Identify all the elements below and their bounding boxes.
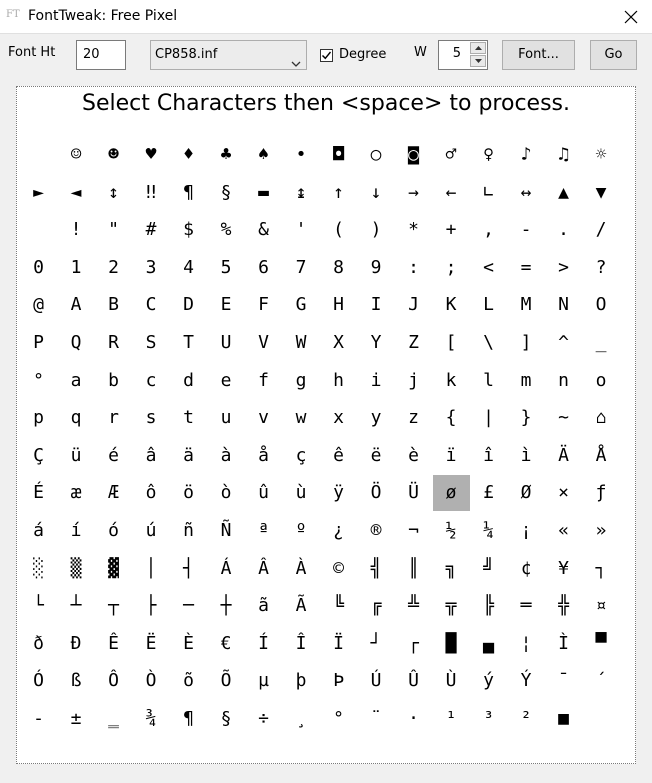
char-cell[interactable]: ↑ xyxy=(333,181,344,203)
charset-select[interactable] xyxy=(150,40,307,70)
char-cell[interactable]: ¯ xyxy=(558,670,569,692)
char-cell[interactable]: 2 xyxy=(108,256,119,278)
char-cell[interactable]: 7 xyxy=(295,256,307,278)
char-cell[interactable]: ▄ xyxy=(483,632,494,654)
char-cell[interactable]: 3 xyxy=(145,256,157,278)
char-cell[interactable]: ¢ xyxy=(520,557,532,579)
char-cell[interactable]: N xyxy=(558,294,569,316)
char-cell[interactable]: ╚ xyxy=(333,595,344,617)
char-cell[interactable]: ô xyxy=(145,482,157,504)
char-cell[interactable]: ½ xyxy=(445,520,457,541)
char-cell[interactable]: ♂ xyxy=(445,144,457,165)
window-title: FontTweak: Free Pixel xyxy=(28,8,178,24)
char-cell[interactable]: Å xyxy=(595,444,607,466)
char-cell[interactable]: § xyxy=(220,181,232,203)
char-cell[interactable]: ± xyxy=(70,708,82,729)
char-cell[interactable]: t xyxy=(183,407,194,429)
char-cell[interactable]: ║ xyxy=(408,557,419,579)
char-cell[interactable]: ) xyxy=(370,219,382,241)
char-cell[interactable]: ß xyxy=(70,670,82,692)
char-cell[interactable]: g xyxy=(295,369,307,391)
char-cell[interactable]: X xyxy=(333,332,344,353)
degree-label: Degree xyxy=(339,47,387,62)
char-cell[interactable]: Ý xyxy=(520,670,532,692)
char-cell[interactable]: ¡ xyxy=(520,520,532,541)
char-cell[interactable]: ' xyxy=(295,219,307,241)
char-cell[interactable]: ì xyxy=(520,444,532,466)
char-cell[interactable]: Ê xyxy=(108,632,119,654)
char-cell[interactable]: Ù xyxy=(445,670,457,692)
char-cell[interactable]: ■ xyxy=(558,708,569,729)
char-cell[interactable]: ‼ xyxy=(145,181,157,203)
char-cell[interactable]: ¿ xyxy=(333,520,344,541)
char-cell[interactable]: ○ xyxy=(370,144,382,165)
char-cell[interactable]: ÷ xyxy=(258,708,269,729)
char-cell[interactable]: £ xyxy=(483,482,494,504)
font-ht-input[interactable]: 20 xyxy=(76,40,126,70)
char-cell[interactable]: ´ xyxy=(595,670,607,692)
char-cell[interactable]: Þ xyxy=(333,670,344,692)
char-cell[interactable]: ⌂ xyxy=(595,407,607,429)
char-cell[interactable]: ╣ xyxy=(370,557,382,579)
char-cell[interactable]: Õ xyxy=(220,670,232,692)
char-cell[interactable]: ┬ xyxy=(108,595,119,617)
char-cell[interactable]: └ xyxy=(33,595,44,617)
char-cell[interactable]: ◄ xyxy=(70,181,82,203)
char-cell[interactable]: $ xyxy=(183,219,194,241)
char-cell[interactable]: n xyxy=(558,369,569,391)
char-cell[interactable]: S xyxy=(145,332,157,353)
char-cell[interactable]: , xyxy=(483,219,494,241)
char-cell[interactable]: > xyxy=(558,256,569,278)
char-cell[interactable]: / xyxy=(595,219,607,241)
char-cell[interactable]: a xyxy=(70,369,82,391)
char-cell[interactable]: { xyxy=(445,407,457,429)
char-cell[interactable]: ! xyxy=(70,219,82,241)
char-cell[interactable]: H xyxy=(333,294,344,316)
char-cell[interactable]: x xyxy=(333,407,344,429)
char-cell[interactable]: G xyxy=(295,294,307,316)
char-cell[interactable]: ¬ xyxy=(408,520,419,541)
char-cell[interactable]: ¼ xyxy=(483,520,494,541)
char-cell[interactable]: ♪ xyxy=(520,144,532,165)
char-cell[interactable]: ► xyxy=(33,181,44,203)
char-cell[interactable]: │ xyxy=(145,557,157,579)
char-cell[interactable]: è xyxy=(408,444,419,466)
char-cell[interactable]: - xyxy=(33,708,44,729)
char-cell[interactable]: ó xyxy=(108,520,119,541)
char-cell[interactable]: Z xyxy=(408,332,419,353)
char-cell[interactable]: ♥ xyxy=(145,144,157,165)
char-cell[interactable]: V xyxy=(258,332,269,353)
char-cell[interactable]: - xyxy=(520,219,532,241)
char-cell[interactable]: Ú xyxy=(370,670,382,692)
char-cell[interactable]: ┘ xyxy=(370,632,382,654)
char-cell[interactable]: ; xyxy=(445,256,457,278)
char-cell[interactable]: # xyxy=(145,219,157,241)
app-icon: FT xyxy=(6,9,20,20)
char-cell[interactable]: A xyxy=(70,294,82,316)
char-cell[interactable]: È xyxy=(183,632,194,654)
char-cell[interactable]: y xyxy=(370,407,382,429)
char-cell[interactable]: ® xyxy=(370,520,382,541)
char-cell[interactable]: T xyxy=(183,332,194,353)
char-cell[interactable]: D xyxy=(183,294,194,316)
char-cell[interactable]: h xyxy=(333,369,344,391)
char-cell[interactable]: C xyxy=(145,294,157,316)
char-cell[interactable]: ↨ xyxy=(295,181,307,203)
char-cell[interactable]: } xyxy=(520,407,532,429)
char-cell[interactable]: ã xyxy=(258,595,269,617)
char-cell[interactable]: Q xyxy=(70,332,82,353)
char-cell[interactable]: ü xyxy=(70,444,82,466)
char-cell[interactable]: w xyxy=(295,407,307,429)
char-cell[interactable]: ♦ xyxy=(183,144,194,165)
char-cell[interactable]: L xyxy=(483,294,494,316)
char-cell[interactable]: ù xyxy=(295,482,307,504)
char-cell[interactable]: ░ xyxy=(33,557,44,579)
char-cell[interactable]: ┴ xyxy=(70,595,82,617)
chevron-down-icon xyxy=(291,50,301,78)
char-cell[interactable]: ú xyxy=(145,520,157,541)
char-cell[interactable]: ý xyxy=(483,670,494,692)
char-cell[interactable]: Ç xyxy=(33,444,44,466)
char-cell[interactable]: 1 xyxy=(70,256,82,278)
character-panel[interactable] xyxy=(16,86,636,764)
char-cell[interactable]: ▲ xyxy=(558,181,569,203)
char-cell[interactable]: ☻ xyxy=(108,144,119,165)
char-cell[interactable]: ├ xyxy=(145,595,157,617)
char-cell[interactable]: ª xyxy=(258,520,269,541)
w-decrement-button[interactable] xyxy=(470,55,486,67)
char-cell[interactable]: ° xyxy=(333,708,344,729)
char-cell[interactable]: ☺ xyxy=(70,144,82,165)
char-cell[interactable]: ç xyxy=(295,444,307,466)
char-cell[interactable]: < xyxy=(483,256,494,278)
char-cell[interactable]: z xyxy=(408,407,419,429)
char-cell[interactable]: â xyxy=(145,444,157,466)
char-cell[interactable]: ] xyxy=(520,332,532,353)
arrow-up-icon xyxy=(475,46,482,50)
char-cell[interactable]: Û xyxy=(408,670,419,692)
char-cell[interactable]: Â xyxy=(258,557,269,579)
char-cell[interactable]: ° xyxy=(33,369,44,391)
char-cell[interactable]: ☼ xyxy=(595,144,607,165)
char-cell[interactable]: E xyxy=(220,294,232,316)
char-cell[interactable]: ƒ xyxy=(595,482,607,504)
char-cell[interactable]: r xyxy=(108,407,119,429)
char-cell[interactable]: ² xyxy=(520,708,532,729)
char-cell[interactable]: B xyxy=(108,294,119,316)
w-increment-button[interactable] xyxy=(470,42,486,54)
char-cell[interactable]: Ë xyxy=(145,632,157,654)
char-cell[interactable]: 6 xyxy=(258,256,269,278)
char-cell[interactable]: å xyxy=(258,444,269,466)
char-cell[interactable]: m xyxy=(520,369,532,391)
char-cell[interactable]: i xyxy=(370,369,382,391)
char-cell[interactable]: Ð xyxy=(70,632,82,654)
char-cell[interactable]: ┐ xyxy=(595,557,607,579)
char-cell[interactable]: ╦ xyxy=(445,595,457,617)
char-cell[interactable]: q xyxy=(70,407,82,429)
char-cell[interactable]: » xyxy=(595,520,607,541)
char-cell[interactable]: € xyxy=(220,632,232,654)
char-cell[interactable]: ╬ xyxy=(558,595,569,617)
char-cell[interactable]: U xyxy=(220,332,232,353)
char-cell[interactable]: & xyxy=(258,219,269,241)
font-button[interactable]: Font... xyxy=(502,40,575,70)
char-cell[interactable]: ♠ xyxy=(258,144,269,165)
char-cell[interactable]: ¥ xyxy=(558,557,569,579)
char-cell[interactable]: ∟ xyxy=(483,181,494,203)
char-cell[interactable]: ▼ xyxy=(595,181,607,203)
char-cell[interactable]: º xyxy=(295,520,307,541)
char-cell[interactable]: p xyxy=(33,407,44,429)
char-cell[interactable]: K xyxy=(445,294,457,316)
char-cell[interactable]: Ø xyxy=(520,482,532,504)
char-cell[interactable]: e xyxy=(220,369,232,391)
char-cell[interactable]: Î xyxy=(295,632,307,654)
close-icon[interactable] xyxy=(614,1,648,32)
char-cell[interactable]: ◙ xyxy=(408,144,419,165)
char-cell[interactable]: 8 xyxy=(333,256,344,278)
char-cell[interactable]: j xyxy=(408,369,419,391)
char-cell[interactable]: ‗ xyxy=(108,708,119,729)
char-cell[interactable]: ¤ xyxy=(595,595,607,617)
char-cell[interactable]: · xyxy=(408,708,419,729)
char-cell[interactable]: : xyxy=(408,256,419,278)
char-cell[interactable]: ▓ xyxy=(108,557,119,579)
char-cell[interactable]: ┼ xyxy=(220,595,232,617)
char-cell[interactable]: ╔ xyxy=(370,595,382,617)
char-cell[interactable]: ┌ xyxy=(408,632,419,654)
char-cell[interactable]: ë xyxy=(370,444,382,466)
char-cell[interactable]: . xyxy=(558,219,569,241)
char-cell[interactable]: ◘ xyxy=(333,144,344,165)
char-cell[interactable]: • xyxy=(295,144,307,165)
char-cell[interactable]: À xyxy=(295,557,307,579)
char-cell[interactable]: O xyxy=(595,294,607,316)
char-cell[interactable]: W xyxy=(295,332,307,353)
char-cell[interactable]: æ xyxy=(70,482,82,504)
char-cell[interactable]: Ã xyxy=(295,595,307,617)
char-cell[interactable]: ♫ xyxy=(558,144,569,165)
char-cell[interactable]: ↔ xyxy=(520,181,532,203)
char-cell[interactable]: ╩ xyxy=(408,595,419,617)
char-cell[interactable]: v xyxy=(258,407,269,429)
title-bar xyxy=(0,0,652,34)
char-cell[interactable]: á xyxy=(33,520,44,541)
char-cell[interactable]: ▒ xyxy=(70,557,82,579)
char-cell[interactable]: d xyxy=(183,369,194,391)
char-cell[interactable]: ñ xyxy=(183,520,194,541)
char-cell[interactable]: Á xyxy=(220,557,232,579)
char-cell[interactable]: \ xyxy=(483,332,494,353)
char-cell[interactable]: ┤ xyxy=(183,557,194,579)
char-cell[interactable]: ¹ xyxy=(445,708,457,729)
char-cell[interactable]: ~ xyxy=(558,407,569,429)
char-cell[interactable]: Ñ xyxy=(220,520,232,541)
char-cell[interactable]: ^ xyxy=(558,332,569,353)
check-icon xyxy=(321,50,332,61)
char-cell[interactable]: Ò xyxy=(145,670,157,692)
char-cell[interactable]: Y xyxy=(370,332,382,353)
char-cell[interactable]: ³ xyxy=(483,708,494,729)
char-cell[interactable]: ▀ xyxy=(595,632,607,654)
char-cell[interactable]: f xyxy=(258,369,269,391)
char-cell[interactable]: Ó xyxy=(33,670,44,692)
char-cell[interactable]: § xyxy=(220,708,232,729)
char-cell[interactable]: Ì xyxy=(558,632,569,654)
char-cell[interactable]: ¶ xyxy=(183,708,194,729)
char-cell[interactable]: ¨ xyxy=(370,708,382,729)
charset-select-value: CP858.inf xyxy=(155,47,218,62)
char-cell[interactable]: à xyxy=(220,444,232,466)
char-cell[interactable] xyxy=(583,701,620,737)
char-cell[interactable]: ? xyxy=(595,256,607,278)
char-cell[interactable]: _ xyxy=(595,332,607,353)
char-cell[interactable]: Ä xyxy=(558,444,569,466)
char-cell[interactable]: é xyxy=(108,444,119,466)
char-cell[interactable]: ä xyxy=(183,444,194,466)
char-cell[interactable]: Æ xyxy=(108,482,119,504)
char-cell[interactable]: ← xyxy=(445,181,457,203)
char-cell[interactable]: s xyxy=(145,407,157,429)
char-cell[interactable]: ¦ xyxy=(520,632,532,654)
char-cell[interactable]: î xyxy=(483,444,494,466)
panel-heading: Select Characters then <space> to process. xyxy=(82,91,570,116)
char-cell[interactable]: → xyxy=(408,181,419,203)
go-button[interactable]: Go xyxy=(590,40,637,70)
char-cell[interactable]: ¸ xyxy=(295,708,307,729)
char-cell[interactable] xyxy=(20,137,57,173)
char-cell[interactable]: Ï xyxy=(333,632,344,654)
char-cell[interactable]: " xyxy=(108,219,119,241)
char-cell[interactable]: F xyxy=(258,294,269,316)
char-cell[interactable]: I xyxy=(370,294,382,316)
char-cell[interactable]: ╝ xyxy=(483,557,494,579)
char-cell[interactable]: þ xyxy=(295,670,307,692)
char-cell[interactable]: ï xyxy=(445,444,457,466)
char-cell[interactable]: 5 xyxy=(220,256,232,278)
char-cell[interactable]: ↕ xyxy=(108,181,119,203)
char-cell[interactable]: Ö xyxy=(370,482,382,504)
char-cell[interactable]: | xyxy=(483,407,494,429)
char-cell[interactable]: = xyxy=(520,256,532,278)
char-cell[interactable]: [ xyxy=(445,332,457,353)
degree-checkbox[interactable] xyxy=(320,49,333,62)
char-cell[interactable]: Í xyxy=(258,632,269,654)
char-cell[interactable]: û xyxy=(258,482,269,504)
arrow-down-icon xyxy=(475,59,482,63)
char-cell[interactable]: © xyxy=(333,557,344,579)
char-cell[interactable]: * xyxy=(408,219,419,241)
char-cell[interactable]: l xyxy=(483,369,494,391)
w-stepper[interactable] xyxy=(438,40,488,70)
char-cell[interactable]: ¾ xyxy=(145,708,157,729)
char-cell[interactable]: c xyxy=(145,369,157,391)
char-cell[interactable]: ö xyxy=(183,482,194,504)
char-cell[interactable]: ↓ xyxy=(370,181,382,203)
char-cell[interactable]: 9 xyxy=(370,256,382,278)
char-cell[interactable]: ê xyxy=(333,444,344,466)
w-stepper-value: 5 xyxy=(452,46,461,61)
char-cell[interactable]: k xyxy=(445,369,457,391)
char-cell[interactable]: ═ xyxy=(520,595,532,617)
w-label: W xyxy=(414,45,427,60)
char-cell[interactable]: õ xyxy=(183,670,194,692)
char-cell[interactable]: 4 xyxy=(183,256,194,278)
char-cell[interactable]: + xyxy=(445,219,457,241)
char-cell[interactable]: % xyxy=(220,219,232,241)
char-cell[interactable]: ¶ xyxy=(183,181,194,203)
char-cell[interactable]: É xyxy=(33,482,44,504)
char-cell[interactable]: P xyxy=(33,332,44,353)
char-cell[interactable]: J xyxy=(408,294,419,316)
char-cell[interactable]: ▬ xyxy=(258,181,269,203)
char-cell[interactable]: o xyxy=(595,369,607,391)
char-cell[interactable]: ÿ xyxy=(333,482,344,504)
char-cell[interactable]: Ô xyxy=(108,670,119,692)
char-cell[interactable]: × xyxy=(558,482,569,504)
char-cell[interactable]: M xyxy=(520,294,532,316)
char-cell[interactable]: ( xyxy=(333,219,344,241)
char-cell[interactable]: @ xyxy=(33,294,44,316)
toolbar xyxy=(0,34,652,78)
char-cell[interactable]: █ xyxy=(445,632,457,654)
char-cell[interactable]: ð xyxy=(33,632,44,654)
char-cell[interactable]: ─ xyxy=(183,595,194,617)
font-ht-label: Font Ht xyxy=(8,45,56,60)
char-cell[interactable]: « xyxy=(558,520,569,541)
char-cell[interactable]: u xyxy=(220,407,232,429)
char-cell[interactable]: b xyxy=(108,369,119,391)
char-cell[interactable]: ♀ xyxy=(483,144,494,165)
char-cell[interactable]: ♣ xyxy=(220,144,232,165)
char-cell[interactable]: ╗ xyxy=(445,557,457,579)
char-cell[interactable]: Ü xyxy=(408,482,419,504)
char-cell[interactable]: ò xyxy=(220,482,232,504)
char-cell[interactable]: í xyxy=(70,520,82,541)
char-cell[interactable]: µ xyxy=(258,670,269,692)
char-cell[interactable]: 0 xyxy=(33,256,44,278)
char-cell[interactable] xyxy=(20,212,57,248)
char-cell[interactable]: ø xyxy=(433,475,470,511)
char-cell[interactable]: ╠ xyxy=(483,595,494,617)
char-cell[interactable]: R xyxy=(108,332,119,353)
